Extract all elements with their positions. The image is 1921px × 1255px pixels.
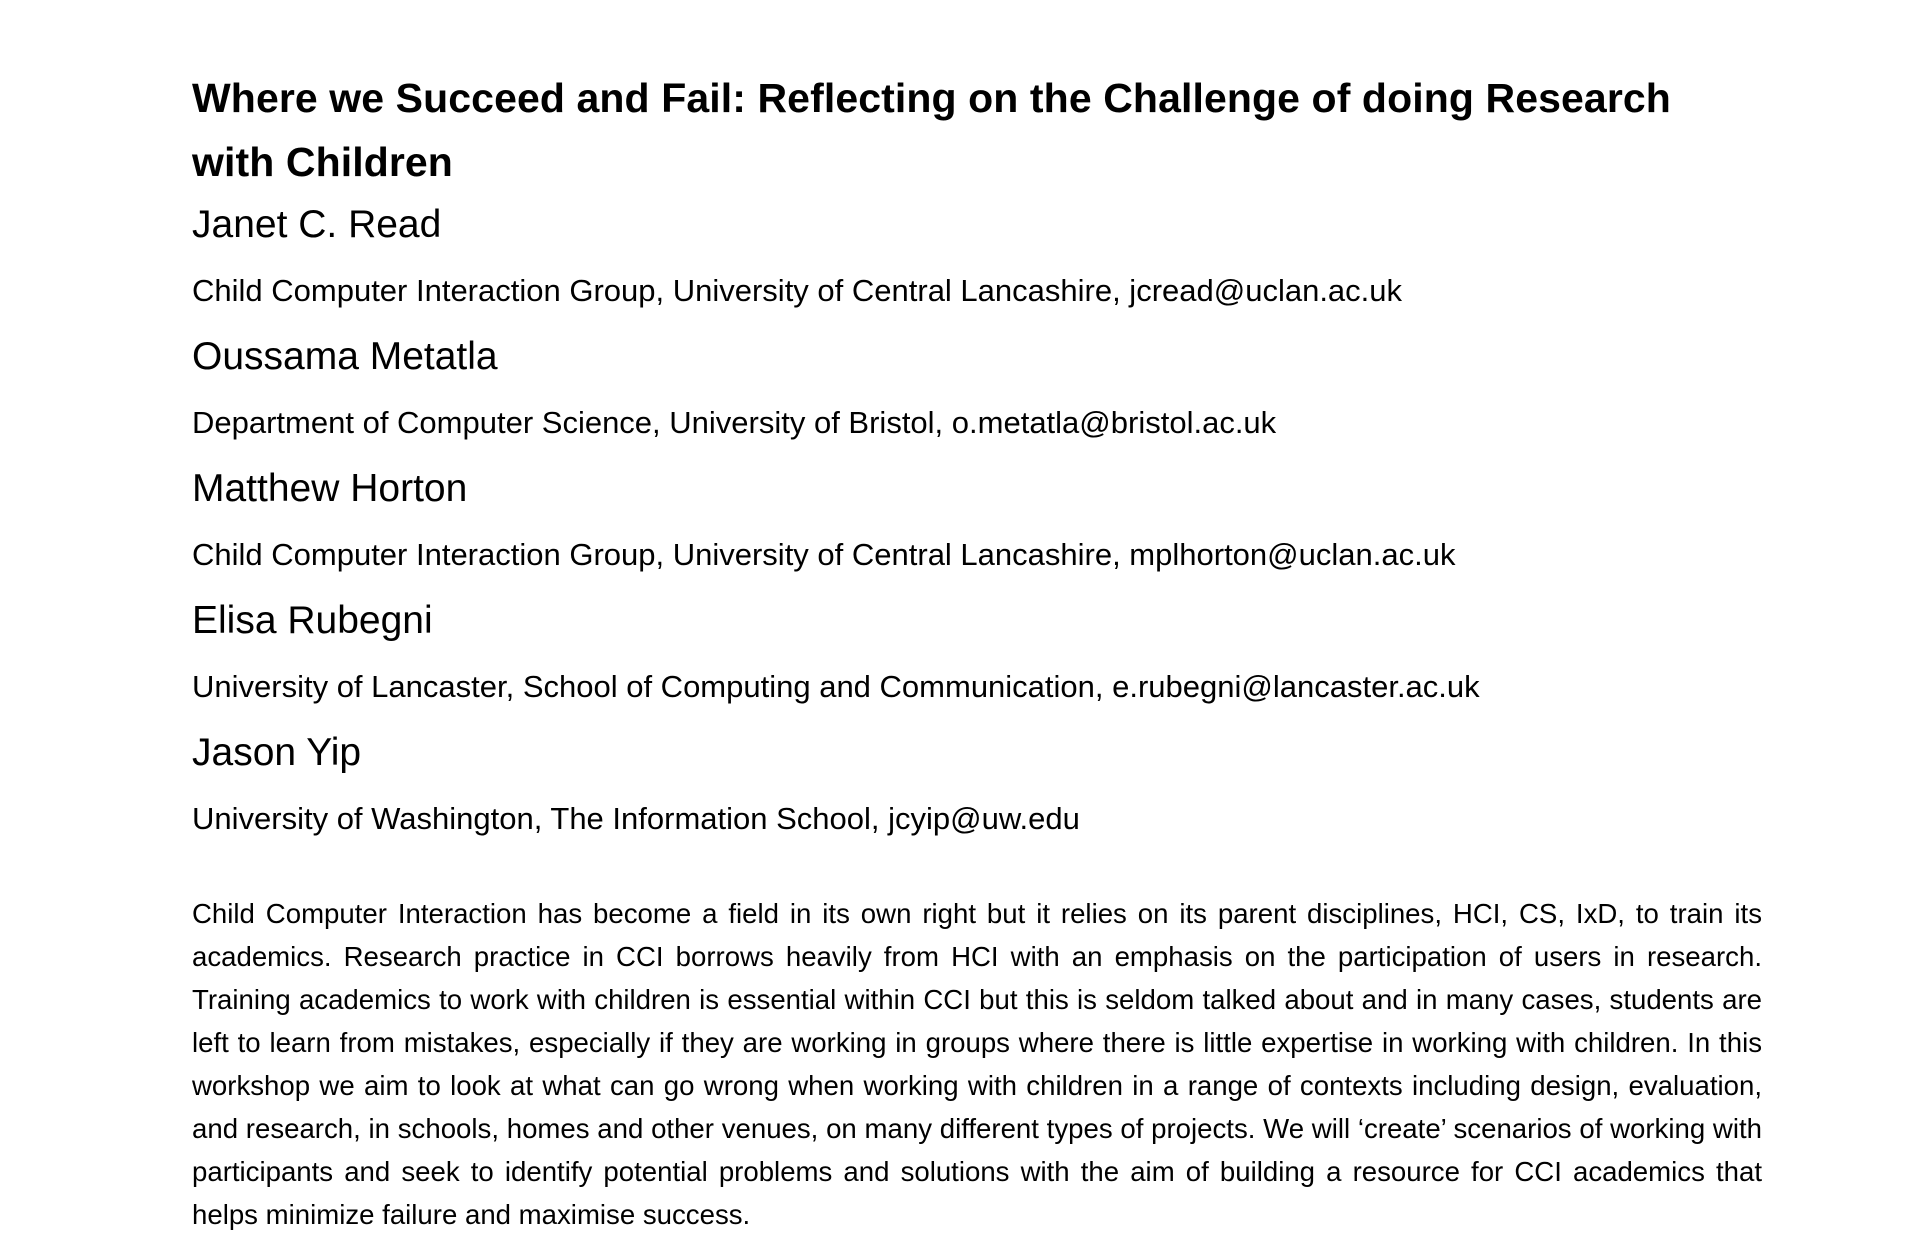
author-name: Janet C. Read [192,203,442,246]
author-affiliation: University of Lancaster, School of Computing and Communication, e.rubegni@lancaster.ac.uk [192,669,1480,704]
author-block-5 [192,722,1762,854]
author-name: Matthew Horton [192,467,468,510]
author-name: Elisa Rubegni [192,599,433,642]
author-name: Jason Yip [192,731,362,774]
author-block-3 [192,458,1762,590]
author-name: Oussama Metatla [192,335,498,378]
author-affiliation: University of Washington, The Information School, jcyip@uw.edu [192,801,1080,836]
author-affiliation: Child Computer Interaction Group, University of Central Lancashire, jcread@uclan.ac.uk [192,273,1403,308]
abstract-paragraph: Child Computer Interaction has become a field in its own right but it relies on its parent disciplines, HCI, CS, IxD, to train its academics. Research practice in CCI borrows heavily from HCI with an emphasis on the participation of users in research. Training academics to work with children is essential within CCI but this is seldom talked about and in many cases, students are left to learn from mistakes, especially if they are working in groups where there is little expertise in working with children. In this workshop we aim to look at what can go wrong when working with children in a range of contexts including design, evaluation, and research, in schools, homes and other venues, on many different types of projects. We will ‘create’ scenarios of working with participants and seek to identify potential problems and solutions with the aim of building a resource for CCI academics that helps minimize failure and maximise success. [192,898,1762,1230]
author-affiliation: Child Computer Interaction Group, University of Central Lancashire, mplhorton@uclan.ac.uk [192,537,1456,572]
author-affiliation: Department of Computer Science, University of Bristol, o.metatla@bristol.ac.uk [192,405,1277,440]
author-block-2 [192,326,1762,458]
author-block-4 [192,590,1762,722]
paper-title: Where we Succeed and Fail: Reflecting on the Challenge of doing Research with Children [192,75,1671,185]
author-block-1 [192,194,1762,326]
paper-page [192,66,1762,1236]
